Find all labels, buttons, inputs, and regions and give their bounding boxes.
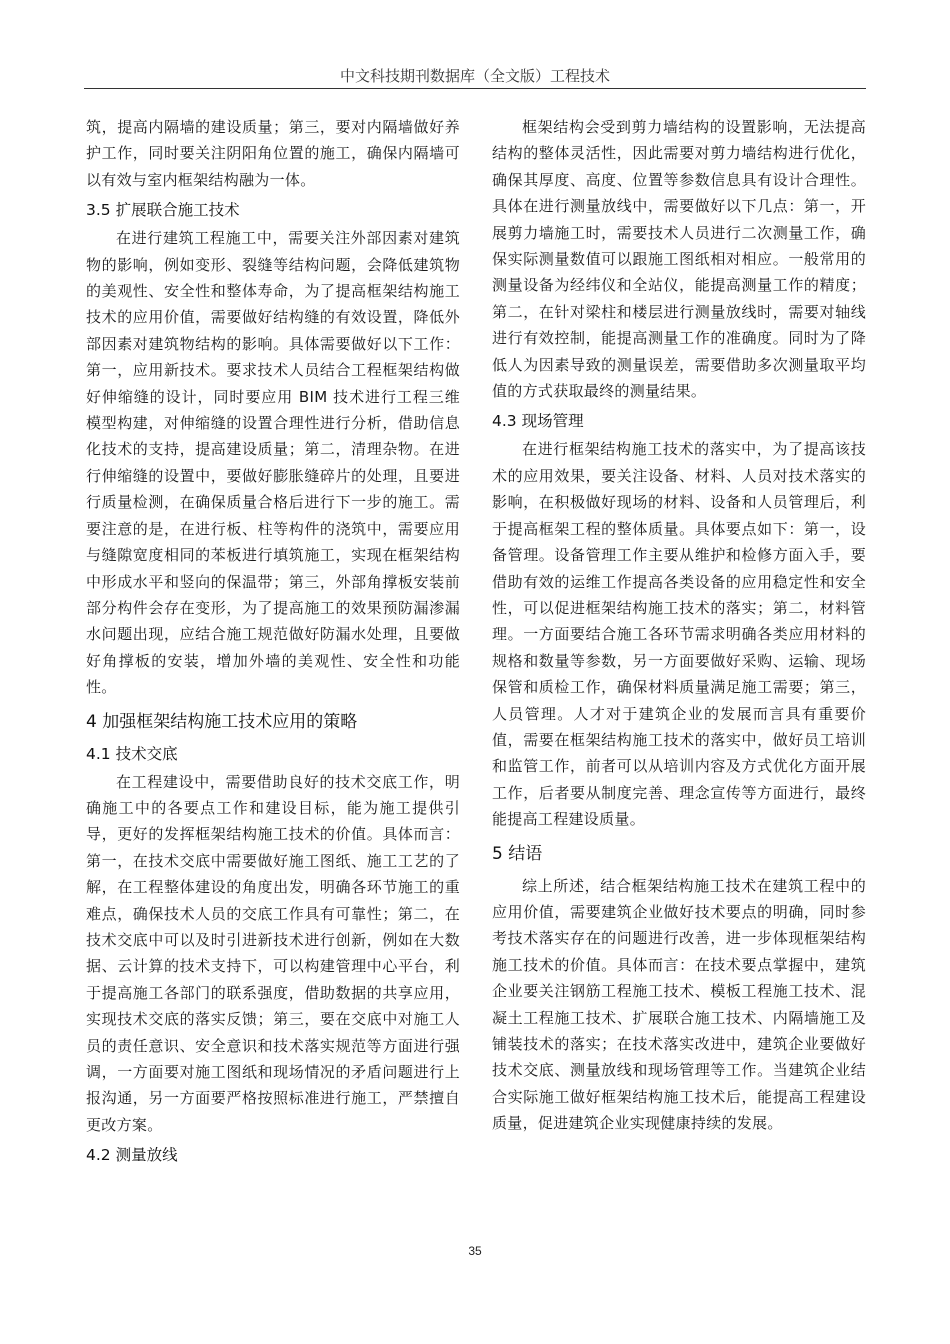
left-column <box>86 114 460 1170</box>
page-number: 35 <box>468 1244 482 1258</box>
paragraph-4-2: 框架结构会受到剪力墙结构的设置影响，无法提高结构的整体灵活性，因此需要对剪力墙结构进行优化，确保其厚度、高度、位置等参数信息具有设计合理性。具体在进行测量放线中，需要做好以下几点：第一，开展剪力墙施工时，需要技术人员进行二次测量工作，确保实际测量数值可以跟施工图纸相对相应。一般常用的测量设备为经纬仪和全站仪，能提高测量工作的精度；第二，在针对梁柱和楼层进行测量放线时，需要对轴线进行有效控制，能提高测量工作的准确度。同时为了降低人为因素导致的测量误差，需要借助多次测量取平均值的方式获取最终的测量结果。 <box>492 118 866 401</box>
section-heading-3-5: 3.5 扩展联合施工技术 <box>86 201 240 220</box>
paragraph-5: 综上所述，结合框架结构施工技术在建筑工程中的应用价值，需要建筑企业做好技术要点的明确，同时参考技术落实存在的问题进行改善，进一步体现框架结构施工技术的价值。具体而言：在技术要点掌握中，建筑企业要关注钢筋工程施工技术、模板工程施工技术、混凝土工程施工技术、扩展联合施工技术、内隔墙施工及铺装技术的落实；在技术落实改进中，建筑企业要做好技术交底、测量放线和现场管理等工作。当建筑企业结合实际施工做好框架结构施工技术后，能提高工程建设质量，促进建筑企业实现健康持续的发展。 <box>492 876 866 1133</box>
paragraph-3-5: 在进行建筑工程施工中，需要关注外部因素对建筑物的影响，例如变形、裂缝等结构问题，会降低建筑物的美观性、安全性和整体寿命，为了提高框架结构施工技术的应用价值，需要做好结构缝的有效设置，降低外部因素对建筑物结构的影响。具体需要做好以下工作：第一，应用新技术。要求技术人员结合工程框架结构做好伸缩缝的设计，同时要应用 BIM 技术进行工程三维模型构建，对伸缩缝的设置合理性进行分析，借助信息化技术的支持，提高建设质量；第二，清理杂物。在进行伸缩缝的设置中，要做好膨胀缝碎片的处理，且要进行质量检测，在确保质量合格后进行下一步的施工。需要注意的是，在进行板、柱等构件的浇筑中，需要应用与缝隙宽度相同的苯板进行填筑施工，实现在框架结构中形成水平和竖向的保温带；第三，外部角撑板安装前部分构件会存在变形，为了提高施工的效果预防漏渗漏水问题出现，应结合施工规范做好防漏水处理，且要做好角撑板的安装，增加外墙的美观性、安全性和功能性。 <box>86 229 460 697</box>
section-heading-4-2: 4.2 测量放线 <box>86 1146 178 1165</box>
paragraph-4-3: 在进行框架结构施工技术的落实中，为了提高该技术的应用效果，要关注设备、材料、人员对技术落实的影响，在积极做好现场的材料、设备和人员管理后，利于提高框架工程的整体质量。具体要点如下：第一，设备管理。设备管理工作主要从维护和检修方面入手，要借助有效的运维工作提高各类设备的应用稳定性和安全性，可以促进框架结构施工技术的落实；第二，材料管理。一方面要结合施工各环节需求明确各类应用材料的规格和数量等参数，另一方面要做好采购、运输、现场保管和质检工作，确保材料质量满足施工需要；第三，人员管理。人才对于建筑企业的发展而言具有重要价值，需要在框架结构施工技术的落实中，做好员工培训和监管工作，前者可以从培训内容及方式优化方面开展工作，后者要从制度完善、理念宣传等方面进行，最终能提高工程建设质量。 <box>492 440 866 829</box>
chapter-heading-5: 5 结语 <box>492 843 543 864</box>
paragraph-continuation: 筑，提高内隔墙的建设质量；第三，要对内隔墙做好养护工作，同时要关注阴阳角位置的施工，确保内隔墙可以有效与室内框架结构融为一体。 <box>86 118 460 189</box>
paragraph-4-1: 在工程建设中，需要借助良好的技术交底工作，明确施工中的各要点工作和建设目标，能为施工提供引导，更好的发挥框架结构施工技术的价值。具体而言：第一，在技术交底中需要做好施工图纸、施工工艺的了解，在工程整体建设的角度出发，明确各环节施工的重难点，确保技术人员的交底工作具有可靠性；第二，在技术交底中可以及时引进新技术进行创新，例如在大数据、云计算的技术支持下，可以构建管理中心平台，利于提高施工各部门的联系强度，借助数据的共享应用，实现技术交底的落实反馈；第三，要在交底中对施工人员的责任意识、安全意识和技术落实规范等方面进行强调，一方面要对施工图纸和现场情况的矛盾问题进行上报沟通，另一方面要严格按照标准进行施工，严禁擅自更改方案。 <box>86 772 460 1134</box>
right-column <box>492 114 866 1137</box>
section-heading-4-1: 4.1 技术交底 <box>86 744 178 763</box>
chapter-heading-4: 4 加强框架结构施工技术应用的策略 <box>86 711 358 732</box>
section-heading-4-3: 4.3 现场管理 <box>492 412 584 431</box>
running-header: 中文科技期刊数据库（全文版）工程技术 <box>84 64 866 89</box>
